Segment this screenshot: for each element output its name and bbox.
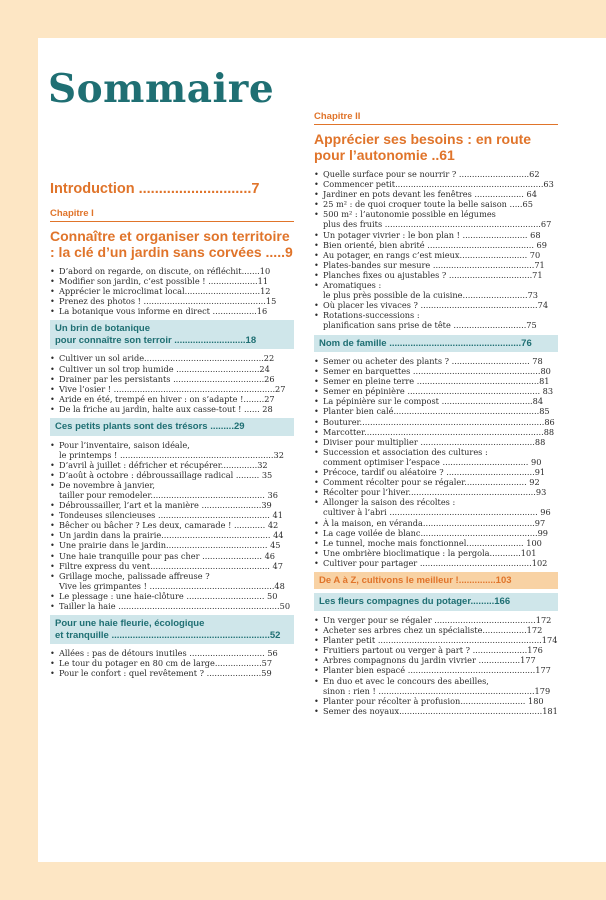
toc-entry: • Drainer par les persistants ...................................26 bbox=[50, 374, 294, 384]
section-heading-band: Nom de famille ..................................................76 bbox=[314, 335, 558, 353]
toc-entry: • La cage voilée de blanc.............................................99 bbox=[314, 528, 558, 538]
toc-entry: • Quelle surface pour se nourrir ? ...........................62 bbox=[314, 169, 558, 179]
section-heading-band: Les fleurs compagnes du potager.........166 bbox=[314, 593, 558, 611]
section-heading-band: Pour une haie fleurie, écologique et tranquille ............................................................52 bbox=[50, 615, 294, 644]
toc-entry: • Allonger la saison des récoltes : cultiver à l’abri ......................................................... 96 bbox=[314, 497, 558, 517]
toc-entry: • Semer en pépinière ................................................... 83 bbox=[314, 386, 558, 396]
toc-entry: • Planches fixes ou ajustables ? ................................71 bbox=[314, 270, 558, 280]
toc-entry: • Le tour du potager en 80 cm de large..................57 bbox=[50, 658, 294, 668]
toc-entry: • Jardiner en pots devant les fenêtres ................... 64 bbox=[314, 189, 558, 199]
toc-entry: • Bouturer.......................................................................86 bbox=[314, 417, 558, 427]
toc-entry: • Aromatiques : le plus près possible de la cuisine.........................73 bbox=[314, 280, 558, 300]
toc-entry: • Planter pour récolter à profusion......................... 180 bbox=[314, 696, 558, 706]
toc-entry: • Bêcher ou bâcher ? Les deux, camarade ! ............ 42 bbox=[50, 520, 294, 530]
toc-entry: • Une ombrière bioclimatique : la pergola............101 bbox=[314, 548, 558, 558]
toc-entry: • Diviser pour multiplier ............................................88 bbox=[314, 437, 558, 447]
toc-entry: • Un jardin dans la prairie.......................................... 44 bbox=[50, 530, 294, 540]
toc-entry: • D’abord on regarde, on discute, on réfléchit.......10 bbox=[50, 266, 294, 276]
toc-entry: • Un potager vivrier : le bon plan ! ......................... 68 bbox=[314, 230, 558, 240]
chapter-label: Chapitre II bbox=[314, 111, 558, 125]
toc-entry: • Cultiver un sol trop humide ................................24 bbox=[50, 364, 294, 374]
toc-entry: • Succession et association des cultures : comment optimiser l’espace ................................. 90 bbox=[314, 447, 558, 467]
toc-entry: • Planter petit ...............................................................174 bbox=[314, 635, 558, 645]
toc-entry: • De la friche au jardin, halte aux casse-tout ! ...... 28 bbox=[50, 404, 294, 414]
toc-entry-list bbox=[50, 266, 294, 316]
toc-entry: • Marcotter.....................................................................88 bbox=[314, 427, 558, 437]
page-title: Sommaire bbox=[48, 66, 275, 112]
toc-entry: • Où placer les vivaces ? .............................................74 bbox=[314, 300, 558, 310]
toc-entry: • De novembre à janvier, tailler pour remodeler............................................ 36 bbox=[50, 480, 294, 500]
toc-entry: • Rotations-successions : planification sans prise de tête ............................75 bbox=[314, 310, 558, 330]
toc-entry: • Plates-bandes sur mesure .......................................71 bbox=[314, 260, 558, 270]
toc-entry: • Allées : pas de détours inutiles ............................. 56 bbox=[50, 648, 294, 658]
toc-entry: • D’avril à juillet : défricher et récupérer..............32 bbox=[50, 460, 294, 470]
section-heading-band: Ces petits plants sont des trésors .........29 bbox=[50, 418, 294, 436]
toc-entry: • Planter bien espacé .................................................177 bbox=[314, 665, 558, 675]
toc-entry: • Pour l’inventaire, saison idéale, le printemps ! ...........................................................32 bbox=[50, 440, 294, 460]
toc-entry: • Vive l’osier ! ..............................................................27 bbox=[50, 384, 294, 394]
introduction-entry: Introduction ............................7 bbox=[50, 181, 260, 197]
toc-entry: • Arbres compagnons du jardin vivrier ................177 bbox=[314, 655, 558, 665]
toc-entry: • D’août à octobre : débroussaillage radical ......... 35 bbox=[50, 470, 294, 480]
chapter-title: Apprécier ses besoins : en route pour l’autonomie ..61 bbox=[314, 131, 532, 163]
toc-entry: • Aride en été, trempé en hiver : on s’adapte !........27 bbox=[50, 394, 294, 404]
toc-entry-list bbox=[314, 615, 558, 716]
toc-entry-list bbox=[50, 353, 294, 414]
toc-entry: • Filtre express du vent.............................................. 47 bbox=[50, 561, 294, 571]
toc-entry: • Commencer petit.........................................................63 bbox=[314, 179, 558, 189]
toc-entry: • À la maison, en véranda...........................................97 bbox=[314, 518, 558, 528]
toc-entry: • Cultiver pour partager ...........................................102 bbox=[314, 558, 558, 568]
toc-entry: • Modifier son jardin, c’est possible ! ...................11 bbox=[50, 276, 294, 286]
toc-entry: • Semer ou acheter des plants ? .............................. 78 bbox=[314, 356, 558, 366]
toc-entry: • Prenez des photos ! ...............................................15 bbox=[50, 296, 294, 306]
chapter-label: Chapitre I bbox=[50, 208, 294, 222]
toc-entry: • Semer en pleine terre ...............................................81 bbox=[314, 376, 558, 386]
toc-entry-list bbox=[314, 169, 558, 331]
toc-entry: • Grillage moche, palissade affreuse ? Vive les grimpantes ! ................................................48 bbox=[50, 571, 294, 591]
toc-entry: • Acheter ses arbres chez un spécialiste.................172 bbox=[314, 625, 558, 635]
toc-entry: • Comment récolter pour se régaler........................ 92 bbox=[314, 477, 558, 487]
toc-entry: • Apprécier le microclimat local.............................12 bbox=[50, 286, 294, 296]
toc-entry: • Débroussailler, l’art et la manière .......................39 bbox=[50, 500, 294, 510]
toc-entry: • Une prairie dans le jardin....................................... 45 bbox=[50, 540, 294, 550]
toc-entry: • Fruitiers partout ou verger à part ? .....................176 bbox=[314, 645, 558, 655]
toc-entry: • Le plessage : une haie-clôture .............................. 50 bbox=[50, 591, 294, 601]
section-heading-band: Un brin de botanique pour connaître son terroir ...........................18 bbox=[50, 320, 294, 349]
toc-entry: • En duo et avec le concours des abeilles, sinon : rien ! ............................................................179 bbox=[314, 676, 558, 696]
toc-entry: • Le tunnel, moche mais fonctionnel...................... 100 bbox=[314, 538, 558, 548]
toc-entry: • Un verger pour se régaler .......................................172 bbox=[314, 615, 558, 625]
toc-entry: • Pour le confort : quel revêtement ? .....................59 bbox=[50, 668, 294, 678]
toc-entry: • La botanique vous informe en direct .................16 bbox=[50, 306, 294, 316]
toc-entry-list bbox=[314, 356, 558, 568]
toc-entry: • Semer des noyaux.......................................................181 bbox=[314, 706, 558, 716]
toc-entry: • 25 m² : de quoi croquer toute la belle saison .....65 bbox=[314, 199, 558, 209]
toc-entry: • 500 m² : l’autonomie possible en légumes plus des fruits ............................................................67 bbox=[314, 209, 558, 229]
toc-entry: • Semer en barquettes .................................................80 bbox=[314, 366, 558, 376]
toc-entry: • Tondeuses silencieuses ........................................... 41 bbox=[50, 510, 294, 520]
toc-entry: • Planter bien calé........................................................85 bbox=[314, 406, 558, 416]
toc-entry: • Bien orienté, bien abrité ......................................... 69 bbox=[314, 240, 558, 250]
toc-left-column bbox=[50, 181, 294, 682]
toc-entry: • Tailler la haie ..............................................................50 bbox=[50, 601, 294, 611]
toc-entry: • Précoce, tardif ou aléatoire ? ..................................91 bbox=[314, 467, 558, 477]
toc-entry: • Récolter pour l’hiver.................................................93 bbox=[314, 487, 558, 497]
toc-entry: • Au potager, en rangs c’est mieux.......................... 70 bbox=[314, 250, 558, 260]
chapter-title: Connaître et organiser son territoire : la clé d’un jardin sans corvées .....9 bbox=[50, 228, 293, 260]
toc-entry: • Cultiver un sol aride..............................................22 bbox=[50, 353, 294, 363]
toc-entry-list bbox=[50, 648, 294, 678]
section-heading-band: De A à Z, cultivons le meilleur !..............103 bbox=[314, 572, 558, 590]
toc-entry: • Une haie tranquille pour pas cher ....................... 46 bbox=[50, 551, 294, 561]
toc-entry-list bbox=[50, 440, 294, 612]
toc-right-column bbox=[314, 111, 558, 720]
toc-entry: • La pépinière sur le compost ...................................84 bbox=[314, 396, 558, 406]
